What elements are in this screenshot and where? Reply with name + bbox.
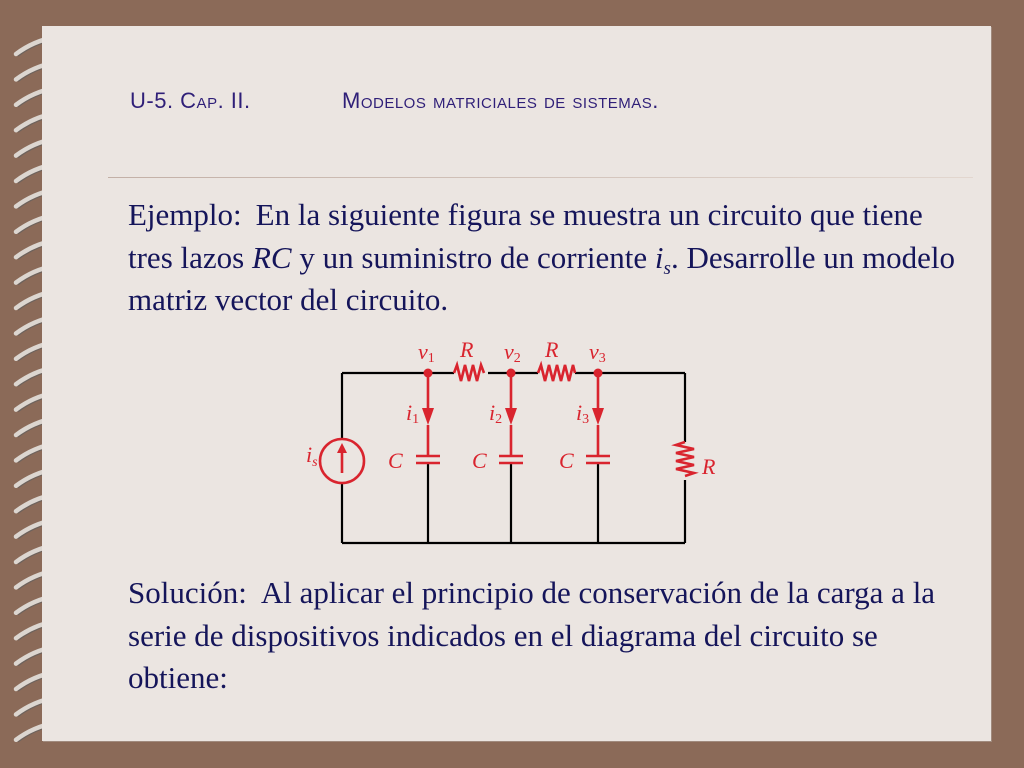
solution-label: Solución:: [128, 575, 247, 610]
rc-circuit-diagram: [300, 332, 720, 552]
capacitor-3-plates: [586, 456, 610, 463]
node-dot-3: [594, 369, 603, 378]
capacitor-1-plates: [416, 456, 440, 463]
resistor-label-2: R: [545, 337, 559, 362]
capacitor-label-2: C: [472, 448, 487, 473]
node-dot-1: [424, 369, 433, 378]
solution-text: Al aplicar el principio de conservación de la carga a la serie de dispositivos indicados en el diagrama del circuito se obtiene:: [128, 575, 936, 695]
current-label-i2: i2: [489, 400, 503, 427]
wire-branches-lower: [428, 463, 598, 543]
current-label-i3: i3: [576, 400, 590, 427]
current-arrow-1: [422, 408, 434, 425]
resistor-label-right: R: [702, 454, 716, 479]
resistor-right: [676, 442, 694, 476]
example-text-3: . Desarrolle un modelo matriz vector del circuito.: [128, 239, 956, 317]
node-label-v2: v2: [504, 339, 521, 366]
current-source-arrow-head: [337, 443, 347, 453]
solution-paragraph: [128, 572, 973, 700]
node-dot-2: [507, 369, 516, 378]
example-label: Ejemplo:: [128, 197, 242, 232]
header-divider: [108, 177, 973, 178]
example-current-subscript: s: [663, 257, 671, 279]
current-label-i1: i1: [406, 400, 420, 427]
current-arrow-2: [505, 408, 517, 425]
capacitor-label-1: C: [388, 448, 403, 473]
example-paragraph: [128, 194, 973, 322]
slide-title: Modelos matriciales de sistemas.: [342, 88, 659, 113]
resistor-top-1: [454, 365, 484, 381]
node-label-v1: v1: [418, 339, 435, 366]
current-arrow-3: [592, 408, 604, 425]
resistor-label-1: R: [460, 337, 474, 362]
capacitor-label-3: C: [559, 448, 574, 473]
example-rc: RC: [251, 239, 292, 275]
example-text-2: y un suministro de corriente: [291, 239, 655, 275]
resistor-top-2: [538, 365, 575, 381]
section-label: U-5. Cap. II.: [130, 88, 251, 113]
capacitor-2-plates: [499, 456, 523, 463]
example-current-symbol: i: [654, 239, 664, 275]
example-text-1: En la siguiente figura se muestra un circuito que tiene tres lazos: [128, 197, 923, 275]
node-label-v3: v3: [589, 339, 606, 366]
source-label-is: is: [306, 442, 318, 470]
